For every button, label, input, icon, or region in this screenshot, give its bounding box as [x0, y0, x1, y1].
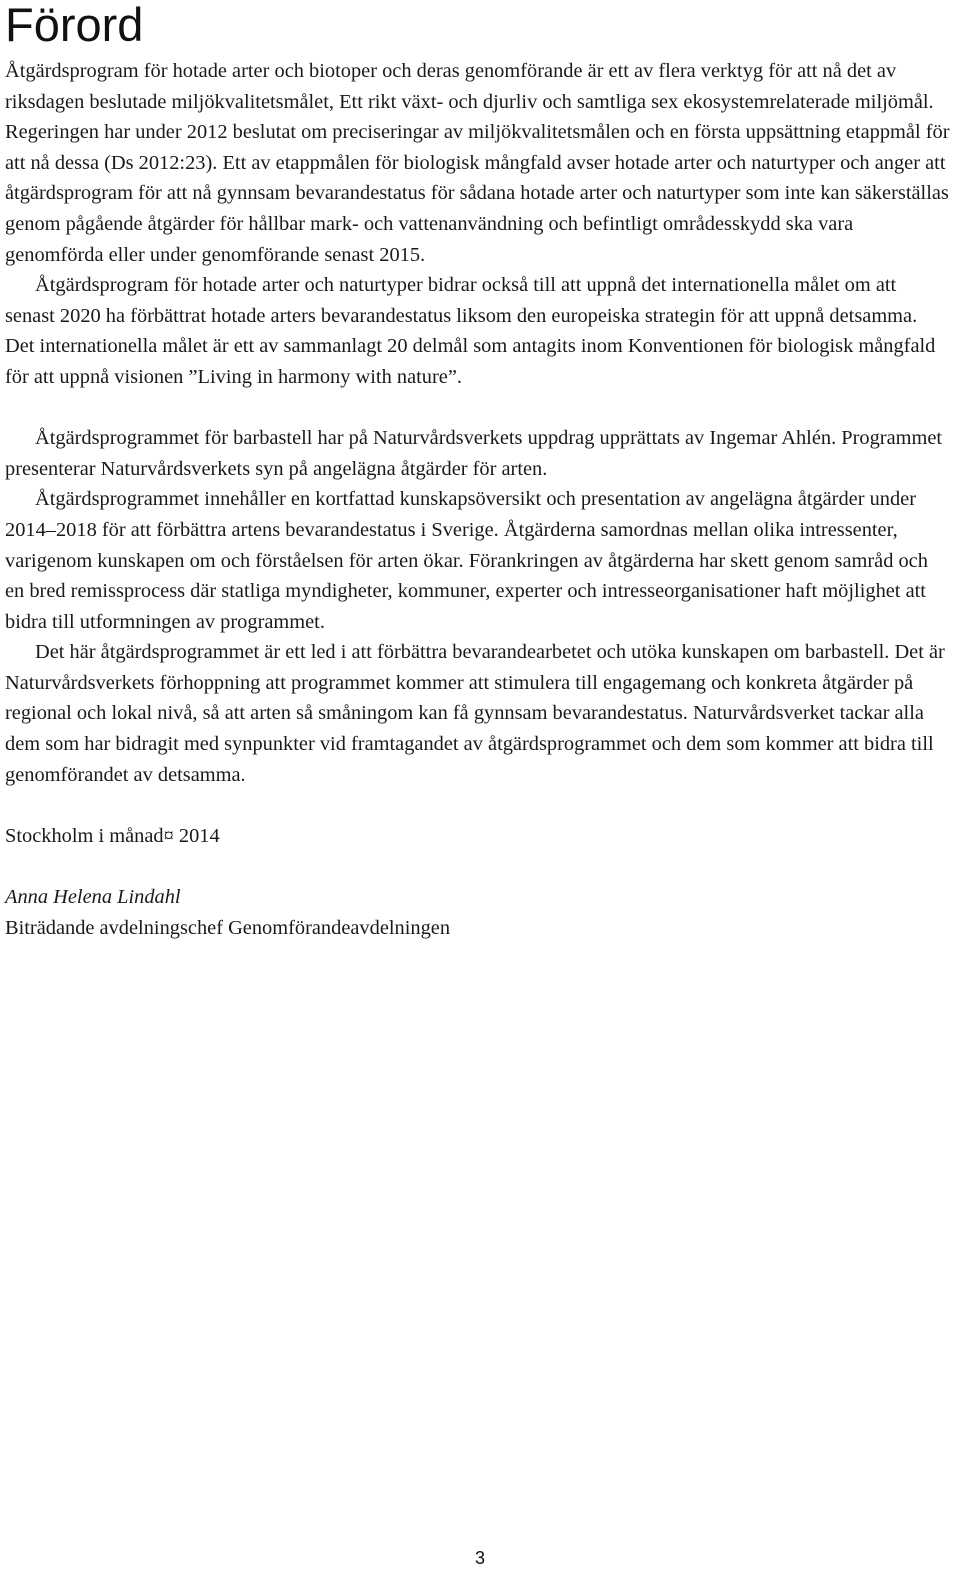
page-title: Förord	[5, 0, 144, 51]
paragraph-spacer	[5, 393, 950, 424]
signature-spacer	[5, 790, 950, 821]
name-spacer	[5, 851, 950, 882]
place-date: Stockholm i månad¤ 2014	[5, 824, 220, 847]
paragraph-international-goal: Åtgärdsprogram för hotade arter och naturtyper bidrar också till att uppnå det internationella målet om att senast 2020 ha förbättrat hotade arters bevarandestatus liksom den europeiska strategin för att uppnå detsamma. Det internationella målet är ett av sammanlagt 20 delmål som antagits inom Konventionen för biologisk mångfald för att uppnå visionen ”Living in harmony with nature”.	[5, 274, 936, 388]
signatory-name: Anna Helena Lindahl	[5, 886, 181, 909]
paragraph-program-author: Åtgärdsprogrammet för barbastell har på Naturvårdsverkets uppdrag upprättats av Ingemar Ahlén. Programmet presenterar Naturvårdsverkets syn på angelägna åtgärder för arten.	[5, 427, 943, 480]
page-number: 3	[474, 1548, 485, 1568]
paragraph-program-purpose: Det här åtgärdsprogrammet är ett led i att förbättra bevarandearbetet och utöka kunskapen om barbastell. Det är Naturvårdsverkets förhoppning att programmet kommer att stimulera till engagemang och konkreta åtgärder på regional och lokal nivå, så att arten så småningom kan få gynnsam bevarandestatus. Naturvårdsverket tackar alla dem som har bidragit med synpunkter vid framtagandet av åtgärdsprogrammet och dem som kommer att bidra till genomförandet av detsamma.	[5, 641, 945, 786]
paragraph-program-contents: Åtgärdsprogrammet innehåller en kortfattad kunskapsöversikt och presentation av angelägna åtgärder under 2014–2018 för att förbättra artens bevarandestatus i Sverige. Åtgärderna samordnas mellan olika intressenter, varigenom kunskapen om och förståelsen för arten ökar. Förankringen av åtgärderna har skett genom samråd och en bred remissprocess där statliga myndigheter, kommuner, experter och intresseorganisationer haft möjlighet att bidra till utformningen av programmet.	[5, 488, 928, 633]
paragraph-intro: Åtgärdsprogram för hotade arter och biotoper och deras genomförande är ett av flera verktyg för att nå det av riksdagen beslutade miljökvalitetsmålet, Ett rikt växt- och djurliv och samtliga sex ekosystemrelaterade miljömål. Regeringen har under 2012 beslutat om preciseringar av miljökvalitetsmålen och en första uppsättning etappmål för att nå dessa (Ds 2012:23). Ett av etappmålen för biologisk mångfald avser hotade arter och naturtyper och anger att åtgärdsprogram för att nå gynnsam bevarandestatus för sådana hotade arter och naturtyper som inte kan säkerställas genom pågående åtgärder för hållbar mark- och vattenanvändning och befintligt områdesskydd ska vara genomförda eller under genomförande senast 2015.	[5, 60, 950, 266]
document-page	[5, 0, 950, 943]
signatory-title: Biträdande avdelningschef Genomförandeavdelningen	[5, 916, 451, 939]
